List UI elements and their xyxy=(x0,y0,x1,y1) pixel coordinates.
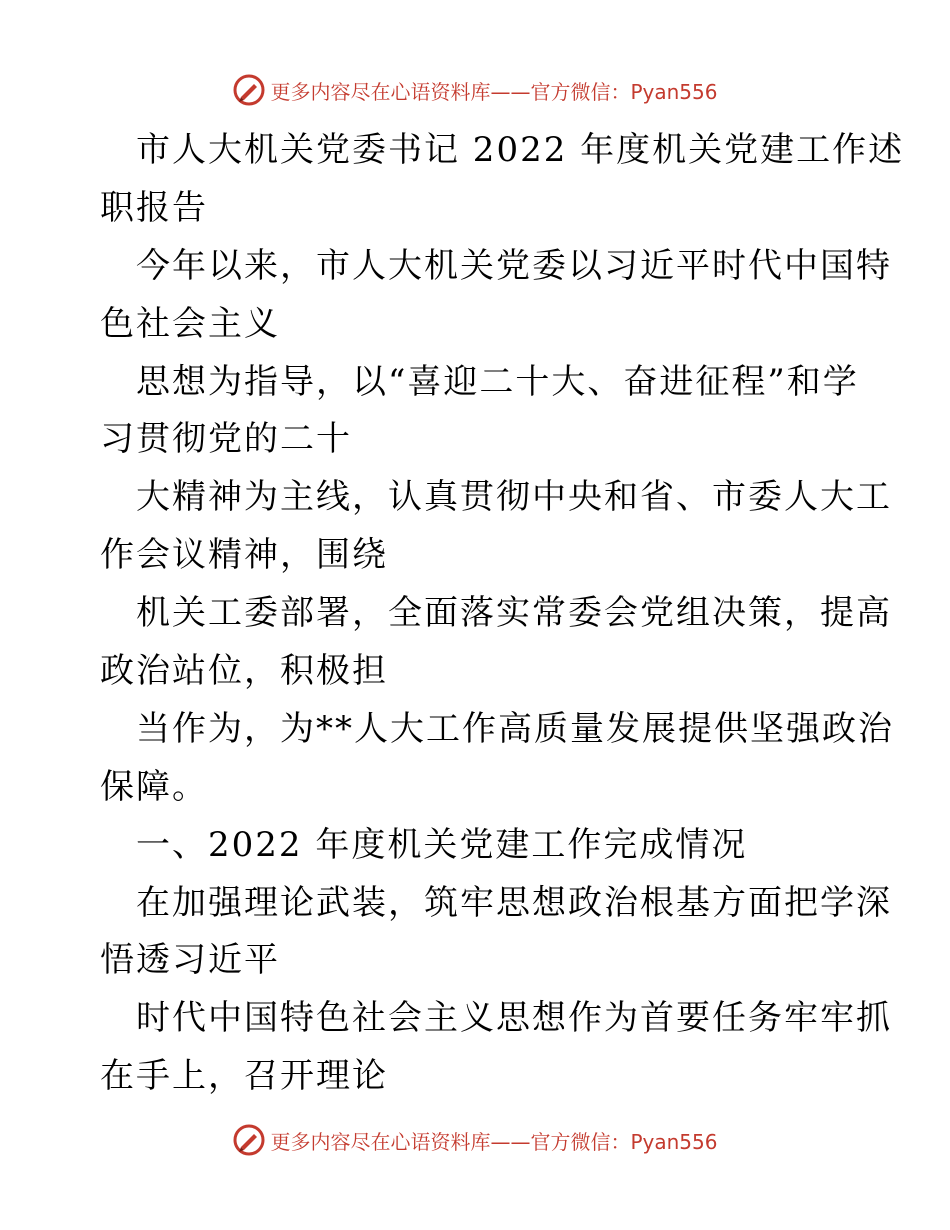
paragraph-line: 大精神为主线，认真贯彻中央和省、市委人大工 xyxy=(136,477,892,518)
paragraph-line: 思想为指导，以“喜迎二十大、奋进征程”和学 xyxy=(136,361,859,402)
paragraph-line: 当作为，为**人大工作高质量发展提供坚强政治 xyxy=(136,708,894,749)
paragraph-line: 在手上，召开理论 xyxy=(100,1056,388,1097)
footer-banner-text: 更多内容尽在心语资料库——官方微信：Pyan556 xyxy=(270,1129,718,1154)
paragraph-line: 时代中国特色社会主义思想作为首要任务牢牢抓 xyxy=(136,998,892,1039)
header-banner xyxy=(0,70,950,110)
pen-logo-icon xyxy=(232,1123,266,1157)
paragraph-line: 色社会主义 xyxy=(100,303,280,344)
section-heading: 一、2022 年度机关党建工作完成情况 xyxy=(136,824,748,865)
paragraph-line: 习贯彻党的二十 xyxy=(100,419,352,460)
paragraph-line: 机关工委部署，全面落实常委会党组决策，提高 xyxy=(136,593,892,634)
paragraph-line: 保障。 xyxy=(100,766,208,807)
footer-banner xyxy=(0,1120,950,1160)
document-body xyxy=(100,122,905,1106)
paragraph-line: 今年以来，市人大机关党委以习近平时代中国特 xyxy=(136,245,892,286)
paragraph-line: 在加强理论武装，筑牢思想政治根基方面把学深 xyxy=(136,882,892,923)
paragraph-line: 悟透习近平 xyxy=(100,940,280,981)
header-banner-text: 更多内容尽在心语资料库——官方微信：Pyan556 xyxy=(270,79,718,104)
pen-logo-icon xyxy=(232,73,266,107)
title-line-2: 职报告 xyxy=(100,187,208,228)
title-line-1: 市人大机关党委书记 2022 年度机关党建工作述 xyxy=(136,130,905,170)
paragraph-line: 作会议精神，围绕 xyxy=(100,535,388,576)
paragraph-line: 政治站位，积极担 xyxy=(100,651,388,692)
